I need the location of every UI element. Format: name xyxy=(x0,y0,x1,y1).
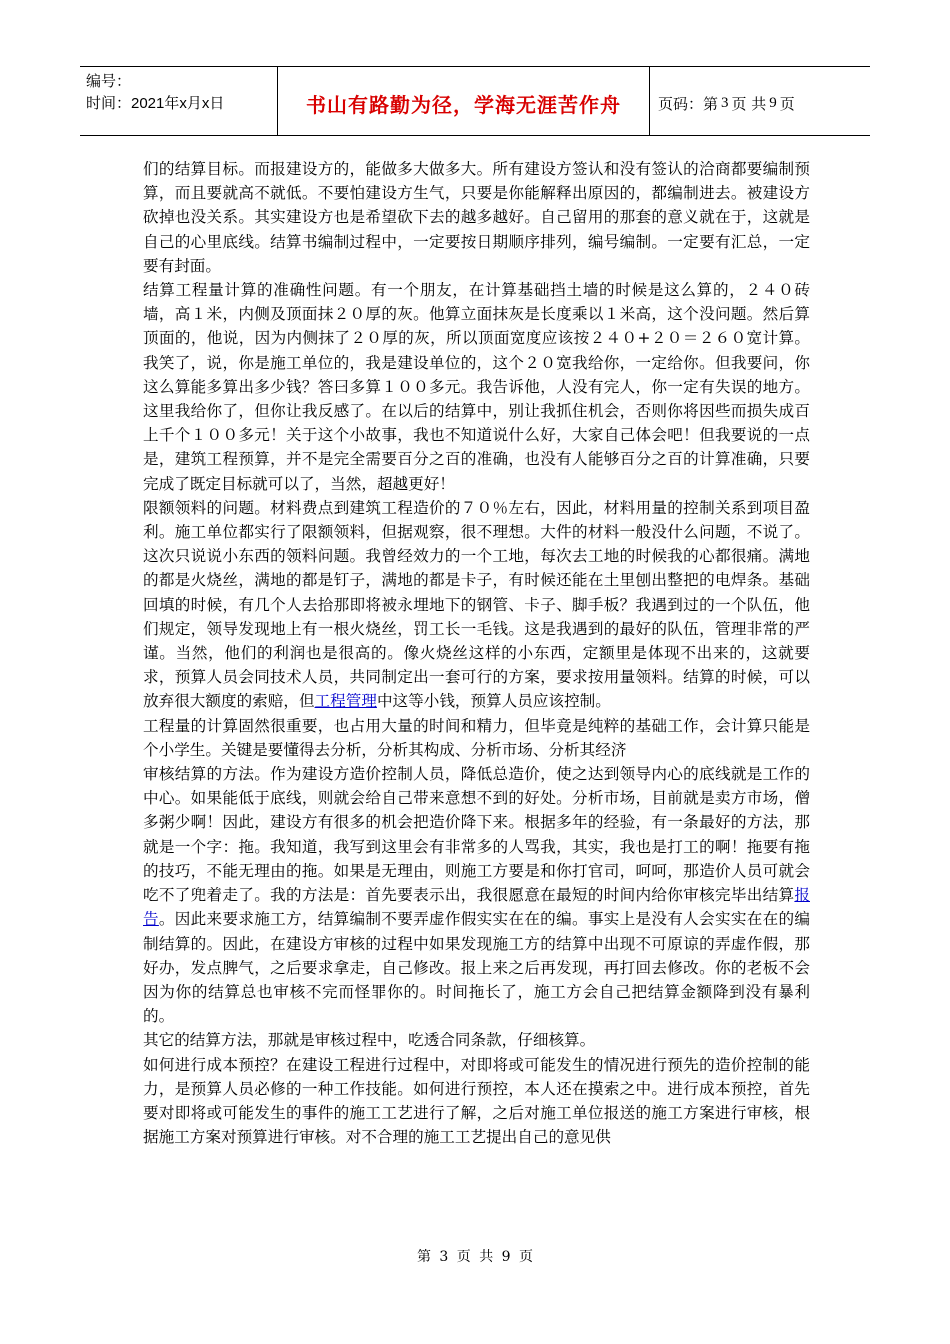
page-header xyxy=(80,66,870,136)
page-current: 3 xyxy=(721,94,729,111)
paragraph: 工程量的计算固然很重要，也占用大量的时间和精力，但毕竟是纯粹的基础工作，会计算只能是个小学生。关键是要懂得去分析，分析其构成、分析市场、分析其经济 xyxy=(143,716,810,759)
paragraph: 其它的结算方法，那就是审核过程中，吃透合同条款，仔细核算。 xyxy=(143,1031,596,1050)
text-run: 限额领料的问题。材料费点到建筑工程造价的７０％左右，因此，材料用量的控制关系到项目盈利。施工单位都实行了限额领料，但据观察，很不理想。大件的材料一般没什么问题，不说了。这次只说说小东西的领料问题。我曾经效力的一个工地，每次去工地的时候我的心都很痛。满地的都是火烧丝，满地的都是钉子，满地的都是卡子，有时候还能在土里刨出整把的电焊条。基础回填的时候，有几个人去拾那即将被永埋地下的钢管、卡子、脚手板？我遇到过的一个队伍，他们规定，领导发现地上有一根火烧丝，罚工长一毛钱。这是我遇到的最好的队伍，管理非常的严谨。当然，他们的利润也是很高的。像火烧丝这样的小东西，定额里是体现不出来的，这就要求，预算人员会同技术人员，共同制定出一套可行的方案，要求按用量领料。结算的时候，可以放弃很大额度的索赔，但 xyxy=(143,498,810,711)
page-footer xyxy=(0,1246,950,1266)
header-page-info xyxy=(650,67,870,135)
doc-date: 时间：2021年x月x日 xyxy=(86,95,225,112)
text-run: 中这等小钱，预算人员应该控制。 xyxy=(376,692,611,711)
text-run: 审核结算的方法。作为建设方造价控制人员，降低总造价，使之达到领导内心的底线就是工作的中心。如果能低于底线，则就会给自己带来意想不到的好处。分析市场，目前就是卖方市场，僧多粥少啊！因此，建设方有很多的机会把造价降下来。根据多年的经验，有一条最好的方法，那就是一个字：拖。我知道，我写到这里会有非常多的人骂我，其实，我也是打工的啊！拖要有拖的技巧，不能无理由的拖。如果是无理由，则施工方要是和你打官司，呵呵，那造价人员可就会吃不了兜着走了。我的方法是：首先要表示出，我很愿意在最短的时间内给你审核完毕出结算 xyxy=(143,765,810,905)
paragraph: 如何进行成本预控？在建设工程进行过程中，对即将或可能发生的情况进行预先的造价控制的能力，是预算人员必修的一种工作技能。如何进行预控，本人还在摸索之中。进行成本预控，首先要对即将或可能发生的事件的施工工艺进行了解，之后对施工单位报送的施工方案进行审核，根据施工方案对预算进行审核。对不合理的施工工艺提出自己的意见供 xyxy=(143,1055,810,1147)
body-text xyxy=(143,157,810,1149)
doc-number-label: 编号： xyxy=(86,73,132,90)
page-prefix: 页码：第 xyxy=(658,94,719,113)
paragraph xyxy=(143,762,810,1028)
footer-mid: 页 共 xyxy=(456,1249,494,1265)
page-total: 9 xyxy=(769,94,777,111)
header-motto: 书山有路勤为径，学海无涯苦作舟 xyxy=(278,67,650,135)
header-meta xyxy=(80,67,278,135)
text-run: 。因此来要求施工方，结算编制不要弄虚作假实实在在的编。事实上是没有人会实实在在的编制结算的。因此，在建设方审核的过程中如果发现施工方的结算中出现不可原谅的弄虚作假，那好办，发点脾气，之后要求拿走，自己修改。报上来之后再发现，再打回去修改。你的老板不会因为你的结算总也审核不完而怪罪你的。时间拖长了，施工方会自己把结算金额降到没有暴利的。 xyxy=(143,910,810,1026)
footer-total: 9 xyxy=(501,1249,511,1265)
paragraph: 结算工程量计算的准确性问题。有一个朋友，在计算基础挡土墙的时候是这么算的，２４０砖墙，高１米，内侧及顶面抹２０厚的灰。他算立面抹灰是长度乘以１米高，这个没问题。然后算顶面的，他说，因为内侧抹了２０厚的灰，所以顶面宽度应该按２４０+２０＝２６０宽计算。我笑了，说，你是施工单位的，我是建设单位的，这个２０宽我给你，一定给你。但我要问，你这么算能多算出多少钱？答曰多算１００多元。我告诉他，人没有完人，你一定有失误的地方。这里我给你了，但你让我反感了。在以后的结算中，别让我抓住机会，否则你将因些而损失成百上千个１００多元！关于这个小故事，我也不知道说什么好，大家自己体会吧！但我要说的一点是，建筑工程预算，并不是完全需要百分之百的准确，也没有人能够百分之百的计算准确，只要完成了既定目标就可以了，当然，超越更好！ xyxy=(143,281,810,493)
footer-prefix: 第 xyxy=(416,1249,431,1265)
page-mid: 页 共 xyxy=(731,94,767,113)
page-suffix: 页 xyxy=(779,94,795,113)
link-engineering-management[interactable]: 工程管理 xyxy=(314,692,377,711)
footer-suffix: 页 xyxy=(519,1249,534,1265)
footer-current: 3 xyxy=(439,1249,449,1265)
paragraph xyxy=(143,496,810,714)
link-report[interactable]: 报告 xyxy=(143,886,810,929)
paragraph: 们的结算目标。而报建设方的，能做多大做多大。所有建设方签认和没有签认的洽商都要编制预算，而且要就高不就低。不要怕建设方生气，只要是你能解释出原因的，都编制进去。被建设方砍掉也没关系。其实建设方也是希望砍下去的越多越好。自己留用的那套的意义就在于，这就是自己的心里底线。结算书编制过程中，一定要按日期顺序排列，编号编制。一定要有汇总，一定要有封面。 xyxy=(143,160,810,275)
